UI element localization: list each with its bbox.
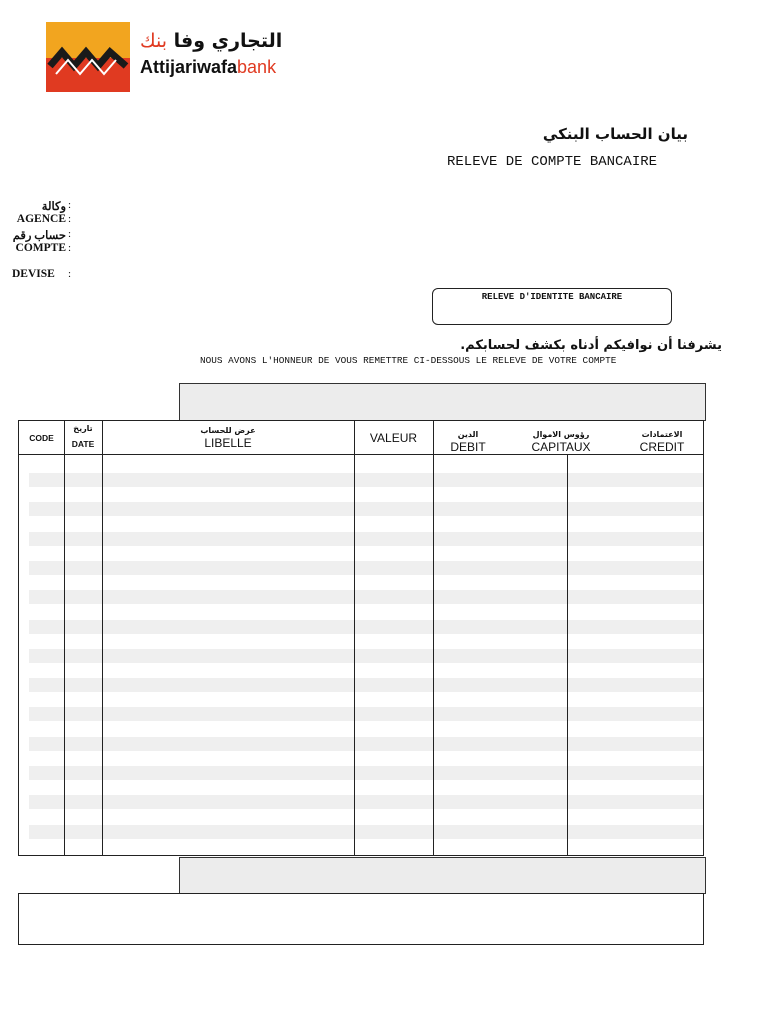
table-row xyxy=(29,766,703,780)
col-divider xyxy=(64,421,65,855)
bottom-left-blank xyxy=(18,857,179,893)
header-credit-ar: الاعتمادات xyxy=(641,430,683,439)
table-row xyxy=(29,502,703,516)
statement-table xyxy=(18,420,704,856)
compte-ar-colon: : xyxy=(68,228,72,240)
header-code: CODE xyxy=(29,433,54,443)
devise-label: DEVISE xyxy=(12,268,55,280)
header-capitaux-ar: رؤوس الاموال xyxy=(532,430,590,439)
header-debit: DEBIT xyxy=(450,440,486,454)
table-row xyxy=(29,473,703,487)
title-arabic: بيان الحساب البنكي xyxy=(542,125,688,143)
table-row xyxy=(29,590,703,604)
agence-label-ar: وكالة xyxy=(41,201,66,213)
compte-label-ar: حساب رقم xyxy=(12,230,66,242)
logo-arabic-name xyxy=(140,30,282,52)
header-valeur: VALEUR xyxy=(369,431,418,445)
balance-top-band xyxy=(179,383,706,421)
table-row xyxy=(29,620,703,634)
logo-bank: bank xyxy=(237,57,277,77)
col-divider xyxy=(433,421,434,855)
footer-box xyxy=(18,893,704,945)
table-row xyxy=(29,825,703,839)
header-date: DATE xyxy=(71,439,95,449)
title-french: RELEVE DE COMPTE BANCAIRE xyxy=(447,154,658,170)
table-row xyxy=(29,707,703,721)
logo-arabic-bank: بنك xyxy=(140,30,168,52)
col-divider xyxy=(567,455,568,855)
header-date-ar: تاريخ xyxy=(73,424,93,433)
header-libelle-ar: عرض للحساب xyxy=(200,426,256,435)
logo-brand: Attijariwafa xyxy=(140,57,238,77)
table-row xyxy=(29,678,703,692)
header-libelle: LIBELLE xyxy=(204,436,252,450)
devise-colon: : xyxy=(68,268,72,280)
bank-logo-mark xyxy=(46,22,130,92)
table-row xyxy=(29,561,703,575)
header-credit: CREDIT xyxy=(639,440,685,454)
table-row xyxy=(29,795,703,809)
balance-bottom-band xyxy=(179,857,706,894)
compte-label: COMPTE xyxy=(15,242,66,254)
intro-french: NOUS AVONS L'HONNEUR DE VOUS REMETTRE CI-DESSOUS LE RELEVE DE VOTRE COMPTE xyxy=(200,355,617,366)
agence-label: AGENCE xyxy=(16,213,66,225)
header-debit-ar: الدين xyxy=(457,430,479,439)
agence-ar-colon: : xyxy=(68,199,72,211)
compte-colon: : xyxy=(68,242,72,254)
col-divider xyxy=(102,421,103,855)
logo-latin-name xyxy=(140,57,276,78)
header-capitaux: CAPITAUX xyxy=(531,440,591,454)
col-divider xyxy=(354,421,355,855)
logo-arabic-brand: التجاري وفا xyxy=(173,30,283,52)
header-separator xyxy=(19,454,703,455)
table-row xyxy=(29,532,703,546)
agence-colon: : xyxy=(68,213,72,225)
table-row xyxy=(29,649,703,663)
rib-label: RELEVE D'IDENTITE BANCAIRE xyxy=(481,292,623,302)
logo-zigzag-icon xyxy=(46,22,130,92)
intro-arabic: يشرفنا أن نوافيكم أدناه بكشف لحسابكم. xyxy=(460,338,722,353)
table-row xyxy=(29,737,703,751)
